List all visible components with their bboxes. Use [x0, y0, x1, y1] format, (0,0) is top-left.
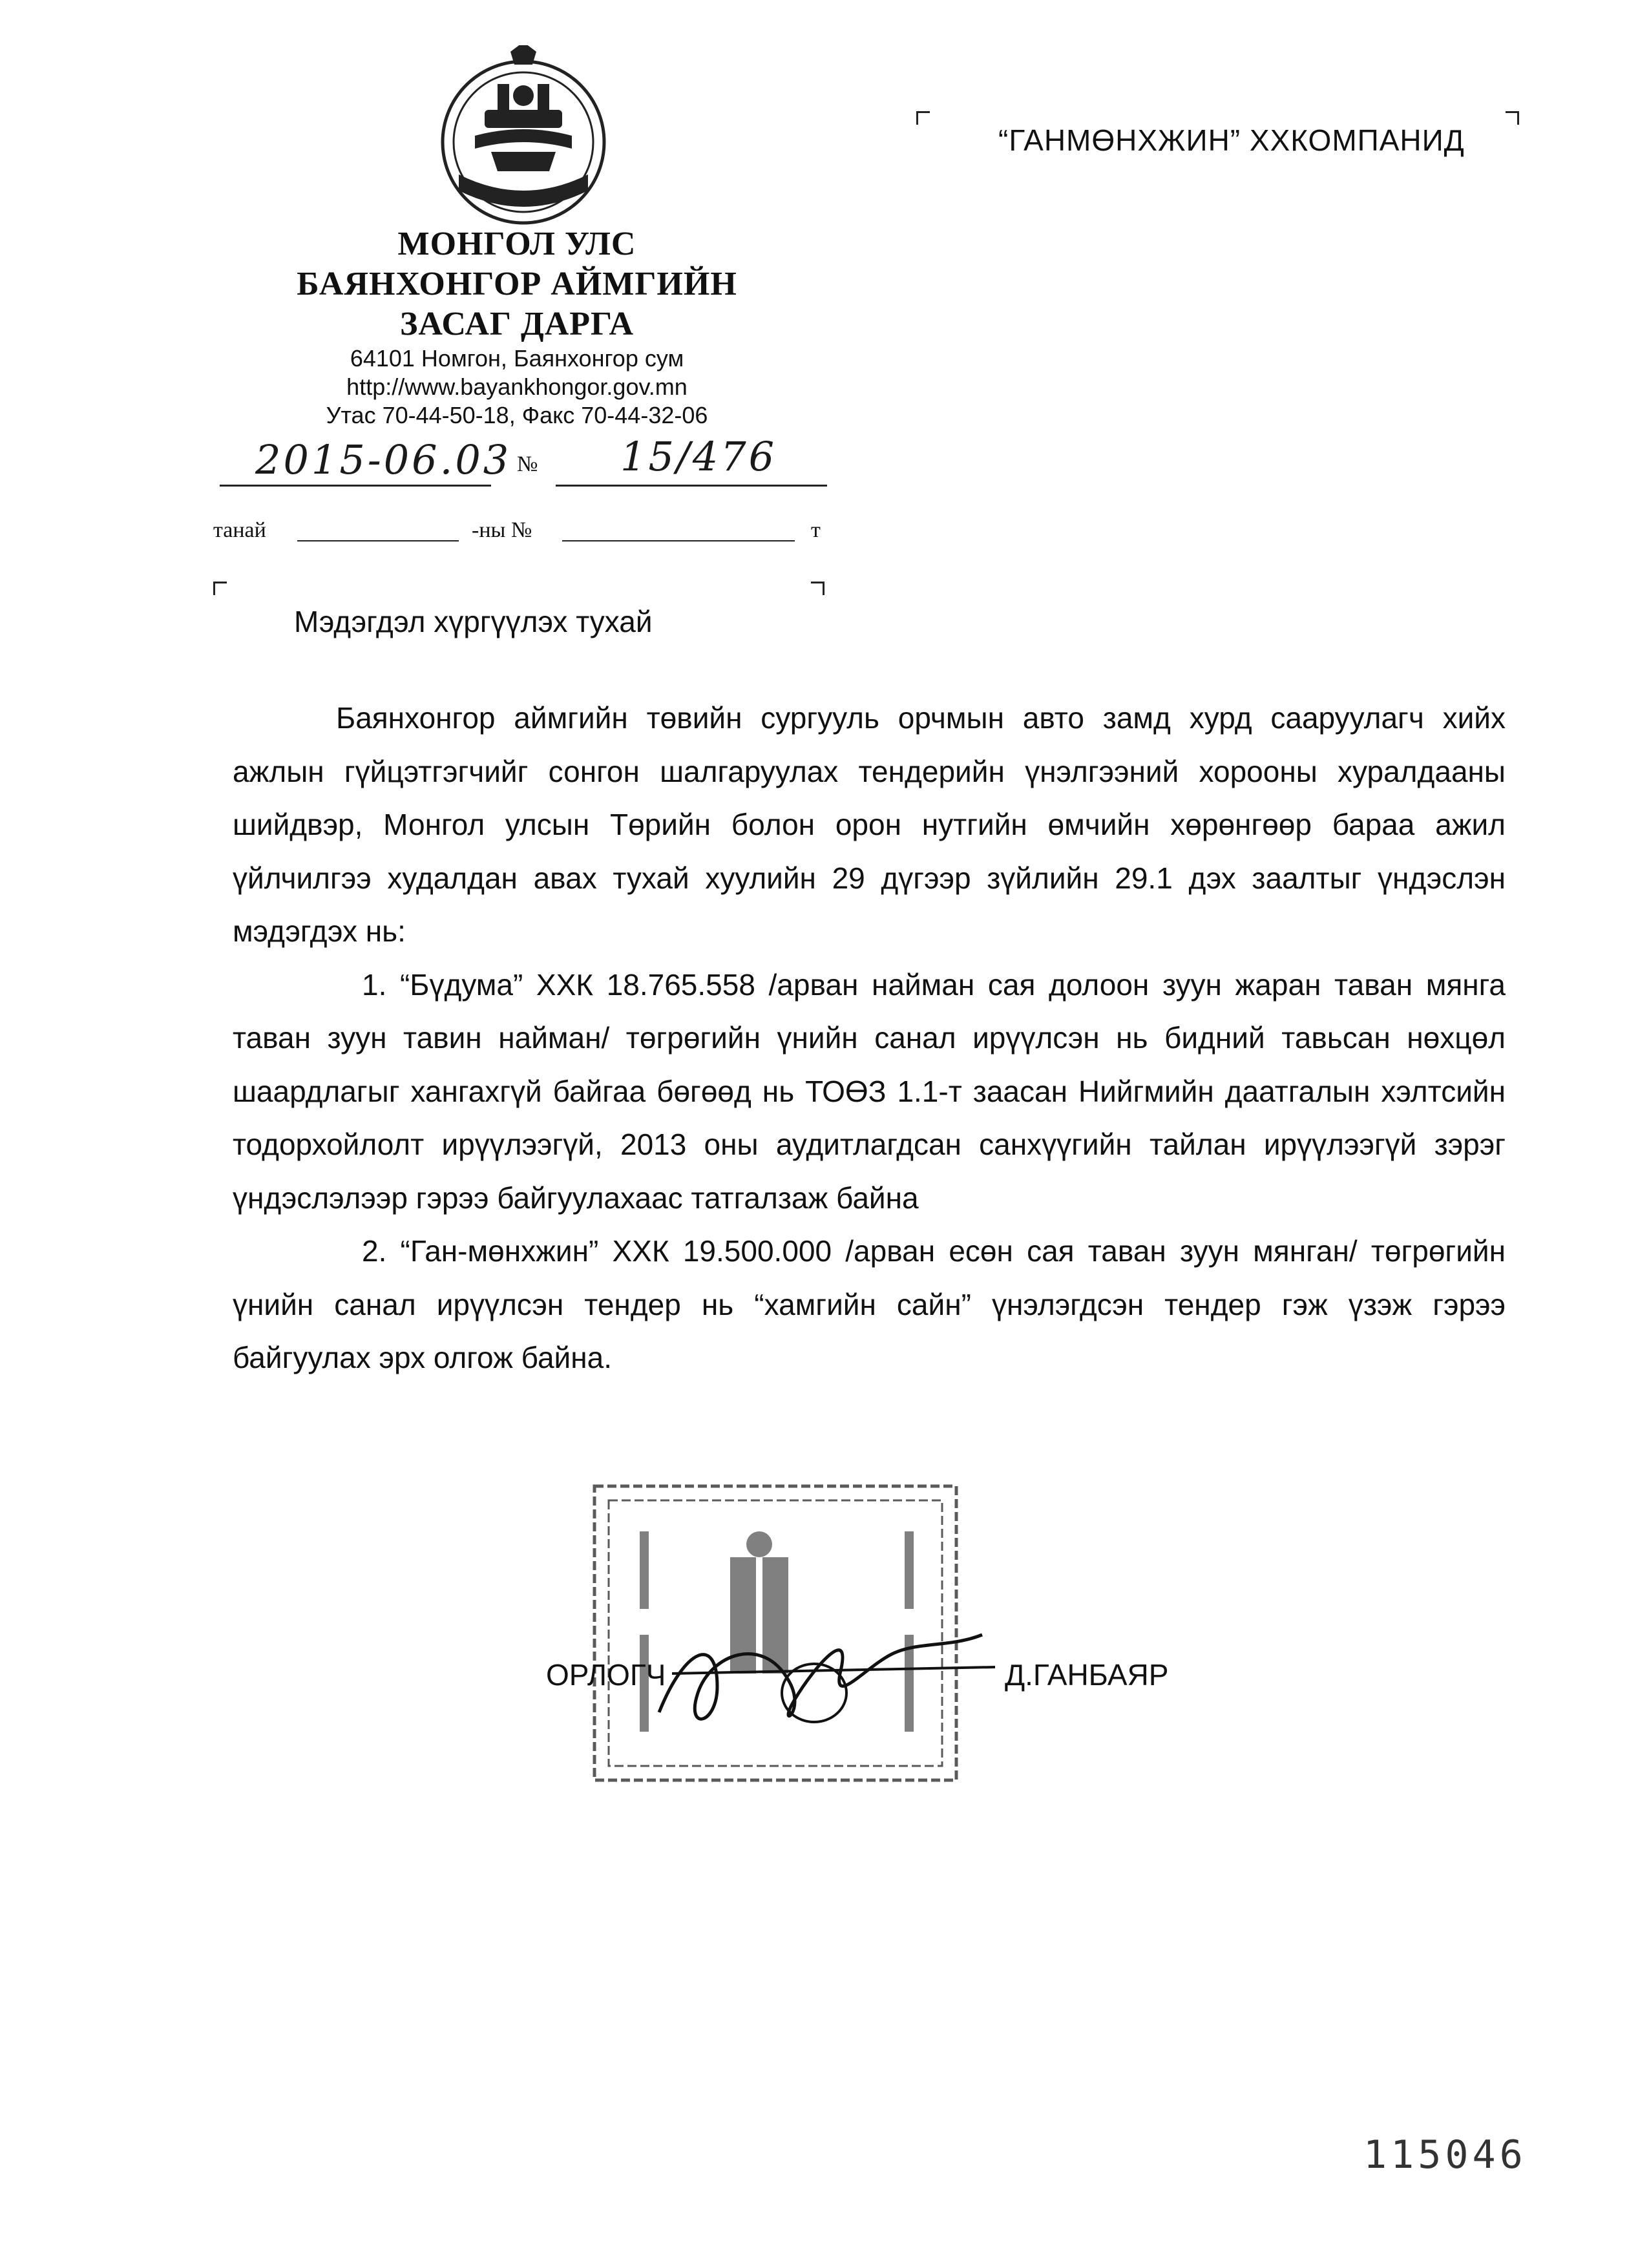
- signatory-title: ОРЛОГЧ: [546, 1658, 666, 1692]
- org-title-governor: ЗАСАГ ДАРГА: [399, 306, 635, 342]
- ref-prefix: танай: [213, 518, 266, 542]
- letter-body: [233, 691, 1506, 1385]
- date-underline: [220, 485, 491, 487]
- org-address: 64101 Номгон, Баянхонгор сум: [350, 345, 684, 372]
- addressee: “ГАНМӨНХЖИН” ХХКОМПАНИД: [998, 123, 1465, 157]
- org-phone-fax: Утас 70-44-50-18, Факс 70-44-32-06: [326, 402, 708, 428]
- handwritten-date: 2015-06.03: [255, 436, 512, 483]
- number-label: №: [517, 452, 538, 476]
- org-website: http://www.bayankhongor.gov.mn: [346, 373, 688, 400]
- number-underline: [556, 485, 827, 487]
- subject-bracket-left: [213, 582, 227, 595]
- body-intro: Баянхонгор аймгийн төвийн сургууль орчмын авто замд хурд сааруулагч хийх ажлын гүйцэтгэгчийг сонгон шалгаруулах тендерийн үнэлгээний хорооны хуралдааны шийдвэр, Монгол улсын Төрийн болон орон нутгийн өмчийн хөрөнгөөр бараа ажил үйлчилгээ худалдан авах тухай хуулийн 29 дүгээр зүйлийн 29.1 дэх заалтыг үндэслэн мэдэгдэх нь:: [233, 701, 1506, 948]
- body-item-2: 2. “Ган-мөнхжин” ХХК 19.500.000 /арван есөн сая таван зуун мянган/ төгрөгийн үнийн санал ирүүлсэн тендер нь “хамгийн сайн” үнэлэгдсэн тендер гэж үзэж гэрээ байгуулах эрх олгож байна.: [233, 1234, 1506, 1374]
- signatory-name: Д.ГАНБАЯР: [1005, 1658, 1169, 1692]
- subject-bracket-right: [811, 582, 824, 595]
- state-emblem-icon: [414, 45, 633, 233]
- ref-mid: -ны №: [472, 518, 532, 542]
- org-title-country: МОНГОЛ УЛС: [397, 226, 636, 262]
- body-item-1: 1. “Бүдума” ХХК 18.765.558 /арван найман сая долоон зуун жаран таван мянга таван зуун тавин найман/ төгрөгийн үнийн санал ирүүлсэн нь бидний тавьсан нөхцөл шаардлагыг хангахгүй байгаа бөгөөд нь ТОӨЗ 1.1-т заасан Нийгмийн даатгалын хэлтсийн тодорхойлолт ирүүлээгүй, 2013 оны аудитлагдсан санхүүгийн тайлан ирүүлээгүй зэрэг үндэслэлээр гэрээ байгуулахаас татгалзаж байна: [233, 967, 1506, 1215]
- handwritten-signature: [646, 1596, 1008, 1751]
- handwritten-number: 15/476: [620, 433, 777, 480]
- corner-bracket-left: [916, 111, 930, 125]
- ref-line-2: [562, 540, 795, 541]
- corner-bracket-right: [1506, 111, 1519, 125]
- ref-suffix: т: [811, 518, 821, 542]
- ref-line-1: [297, 540, 459, 541]
- document-number: 115046: [1363, 2132, 1527, 2178]
- org-title-province: БАЯНХОНГОР АЙМГИЙН: [297, 266, 737, 302]
- subject: Мэдэгдэл хүргүүлэх тухай: [294, 605, 653, 638]
